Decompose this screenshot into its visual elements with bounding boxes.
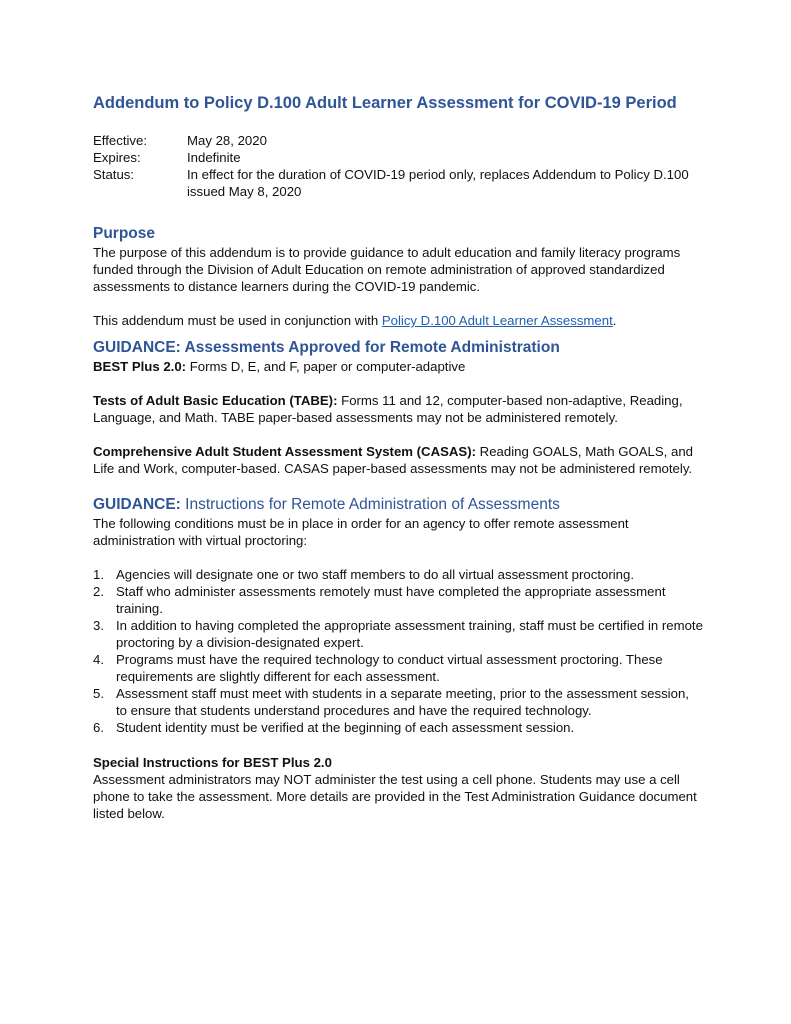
item-text: Assessment staff must meet with students in a separate meeting, prior to the assessment session, to ensure that students understand procedures and have the required technology. xyxy=(116,686,689,718)
assessment-item-casas xyxy=(93,443,703,477)
list-item xyxy=(93,651,703,685)
conjunction-end: . xyxy=(612,313,617,328)
conditions-list xyxy=(93,566,703,736)
special-instructions-title: Special Instructions for BEST Plus 2.0 xyxy=(93,755,332,770)
list-item xyxy=(93,617,703,651)
document-content xyxy=(93,92,703,822)
guidance-prefix: GUIDANCE: xyxy=(93,496,181,513)
item-number: 2. xyxy=(93,584,104,599)
list-item xyxy=(93,583,703,617)
list-item xyxy=(93,566,703,583)
meta-value: Indefinite xyxy=(187,150,241,165)
item-number: 6. xyxy=(93,720,104,735)
assessment-name: Tests of Adult Basic Education (TABE): xyxy=(93,393,338,408)
list-item xyxy=(93,685,703,719)
item-text: Staff who administer assessments remotely must have completed the appropriate assessment training. xyxy=(116,584,666,616)
item-text: Agencies will designate one or two staff members to do all virtual assessment proctoring. xyxy=(116,567,634,582)
meta-row-effective xyxy=(93,132,703,149)
purpose-heading: Purpose xyxy=(93,225,156,242)
instructions-intro: The following conditions must be in place in order for an agency to offer remote assessment administration with virtual proctoring: xyxy=(93,516,629,548)
meta-label: Status: xyxy=(93,167,135,182)
policy-d100-link[interactable]: Policy D.100 Adult Learner Assessment xyxy=(381,313,613,328)
item-number: 5. xyxy=(93,686,104,701)
special-instructions-text: Assessment administrators may NOT administer the test using a cell phone. Students may use a cell phone to take the assessment. More details are provided in the Test Administration Guidance document listed below. xyxy=(93,772,697,821)
item-number: 1. xyxy=(93,567,104,582)
item-number: 4. xyxy=(93,652,104,667)
meta-label: Expires: xyxy=(93,150,141,165)
guidance-instructions-heading xyxy=(93,495,703,515)
assessment-details: Forms 11 and 12, computer-based non-adaptive, Reading, Language, and Math. TABE paper-based assessments may not be administered remotely. xyxy=(93,393,683,425)
assessment-item-tabe xyxy=(93,392,703,426)
list-item xyxy=(93,719,703,736)
guidance-title: Instructions for Remote Administration of Assessments xyxy=(180,496,560,513)
assessment-name: BEST Plus 2.0: xyxy=(93,359,187,374)
assessment-details: Forms D, E, and F, paper or computer-adaptive xyxy=(186,359,466,374)
conjunction-text: This addendum must be used in conjunction with xyxy=(93,313,382,328)
item-text: Student identity must be verified at the beginning of each assessment session. xyxy=(116,720,575,735)
conjunction-paragraph xyxy=(93,312,703,329)
item-text: Programs must have the required technology to conduct virtual assessment proctoring. These requirements are slightly different for each assessment. xyxy=(116,652,663,684)
document-title: Addendum to Policy D.100 Adult Learner Assessment for COVID-19 Period xyxy=(93,94,677,112)
meta-label: Effective: xyxy=(93,133,147,148)
assessment-details: Reading GOALS, Math GOALS, and Life and Work, computer-based. CASAS paper-based assessments may not be administered remotely. xyxy=(93,444,693,476)
meta-row-expires xyxy=(93,149,703,166)
guidance-assessments-heading: GUIDANCE: Assessments Approved for Remote Administration xyxy=(93,339,560,356)
meta-value: May 28, 2020 xyxy=(187,133,267,148)
policy-meta xyxy=(93,132,703,200)
item-number: 3. xyxy=(93,618,104,633)
purpose-paragraph: The purpose of this addendum is to provide guidance to adult education and family literacy programs funded through the Division of Adult Education on remote administration of approved standardized assessments to distance learners during the COVID-19 pandemic. xyxy=(93,245,681,294)
assessment-name: Comprehensive Adult Student Assessment System (CASAS): xyxy=(93,444,477,459)
assessment-item-best-plus xyxy=(93,358,703,375)
meta-value: In effect for the duration of COVID-19 period only, replaces Addendum to Policy D.100 issued May 8, 2020 xyxy=(187,167,689,199)
item-text: In addition to having completed the appropriate assessment training, staff must be certified in remote proctoring by a division-designated expert. xyxy=(116,618,703,650)
meta-row-status xyxy=(93,166,703,200)
